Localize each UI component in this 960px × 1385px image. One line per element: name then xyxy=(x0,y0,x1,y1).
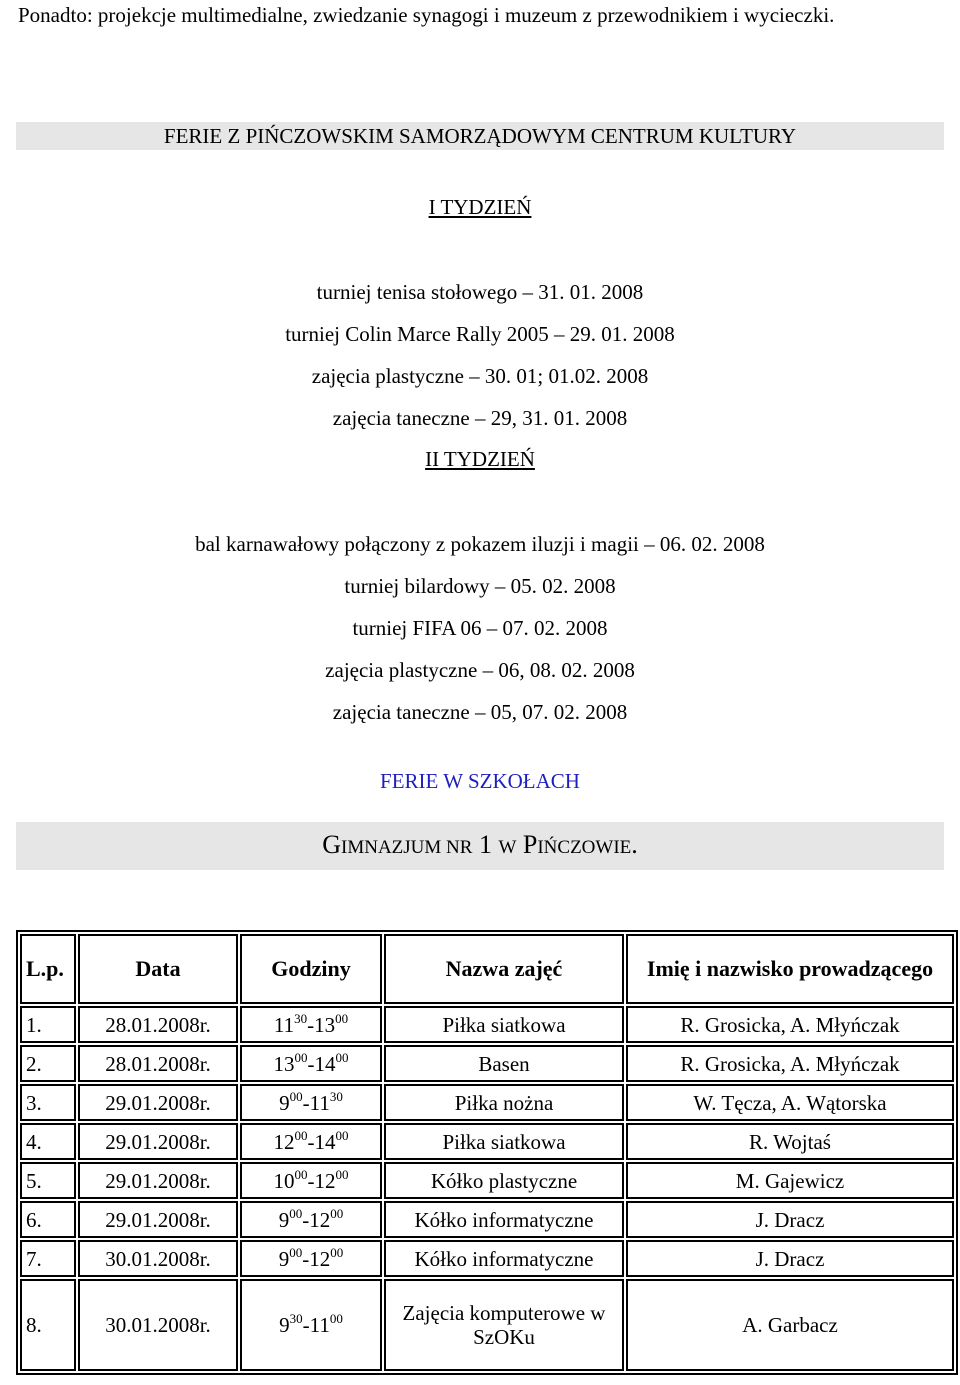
cell-hours: $9^{00}-12^{00}$ xyxy=(240,1240,382,1277)
cell-activity: Kółko plastyczne xyxy=(384,1162,624,1199)
table-header-row xyxy=(20,934,954,1004)
week2-item: zajęcia taneczne – 05, 07. 02. 2008 xyxy=(332,700,628,724)
cell-instructor: R. Wojtaś xyxy=(626,1123,954,1160)
cell-activity: Basen xyxy=(384,1045,624,1082)
cell-hours: $13^{00}-14^{00}$ xyxy=(240,1045,382,1082)
cell-lp: 8. xyxy=(20,1279,76,1371)
cell-instructor: M. Gajewicz xyxy=(626,1162,954,1199)
table-row xyxy=(20,1006,954,1043)
table-row xyxy=(20,1240,954,1277)
table-row xyxy=(20,1201,954,1238)
week2-title: II TYDZIEŃ xyxy=(425,447,535,471)
header-date: Data xyxy=(78,934,238,1004)
cell-instructor: J. Dracz xyxy=(626,1201,954,1238)
cell-hours: $9^{00}-12^{00}$ xyxy=(240,1201,382,1238)
week1-item: turniej tenisa stołowego – 31. 01. 2008 xyxy=(316,280,644,304)
week1-title: I TYDZIEŃ xyxy=(428,195,532,219)
cell-date: 29.01.2008r. xyxy=(78,1123,238,1160)
week1-item: zajęcia plastyczne – 30. 01; 01.02. 2008 xyxy=(311,364,649,388)
cell-hours: $9^{30}-11^{00}$ xyxy=(240,1279,382,1371)
cell-activity: Piłka siatkowa xyxy=(384,1123,624,1160)
cell-hours: $10^{00}-12^{00}$ xyxy=(240,1162,382,1199)
cell-hours: $9^{00}-11^{30}$ xyxy=(240,1084,382,1121)
cell-activity: Piłka nożna xyxy=(384,1084,624,1121)
header-activity: Nazwa zajęć xyxy=(384,934,624,1004)
section-title: FERIE Z PIŃCZOWSKIM SAMORZĄDOWYM CENTRUM KULTURY xyxy=(163,124,797,148)
table-row xyxy=(20,1123,954,1160)
cell-date: 29.01.2008r. xyxy=(78,1201,238,1238)
cell-instructor: W. Tęcza, A. Wątorska xyxy=(626,1084,954,1121)
cell-instructor: R. Grosicka, A. Młyńczak xyxy=(626,1045,954,1082)
week1-item: turniej Colin Marce Rally 2005 – 29. 01. 2008 xyxy=(285,322,675,346)
cell-activity: Piłka siatkowa xyxy=(384,1006,624,1043)
table-row xyxy=(20,1279,954,1371)
cell-lp: 4. xyxy=(20,1123,76,1160)
cell-date: 29.01.2008r. xyxy=(78,1084,238,1121)
cell-date: 30.01.2008r. xyxy=(78,1240,238,1277)
header-hours: Godziny xyxy=(240,934,382,1004)
week2-item: turniej bilardowy – 05. 02. 2008 xyxy=(344,574,616,598)
cell-lp: 3. xyxy=(20,1084,76,1121)
cell-lp: 7. xyxy=(20,1240,76,1277)
cell-activity: Zajęcia komputerowe w SzOKu xyxy=(384,1279,624,1371)
intro-text: Ponadto: projekcje multimedialne, zwiedzanie synagogi i muzeum z przewodnikiem i wycieczki. xyxy=(18,3,835,27)
cell-date: 29.01.2008r. xyxy=(78,1162,238,1199)
table-row xyxy=(20,1084,954,1121)
cell-instructor: R. Grosicka, A. Młyńczak xyxy=(626,1006,954,1043)
ferie-title: FERIE W SZKOŁACH xyxy=(380,769,580,793)
table-body xyxy=(20,1006,954,1371)
cell-lp: 1. xyxy=(20,1006,76,1043)
cell-instructor: J. Dracz xyxy=(626,1240,954,1277)
cell-date: 28.01.2008r. xyxy=(78,1006,238,1043)
week2-item: zajęcia plastyczne – 06, 08. 02. 2008 xyxy=(325,658,635,682)
schedule-table xyxy=(16,930,958,1375)
header-lp: L.p. xyxy=(20,934,76,1004)
week2-item: bal karnawałowy połączony z pokazem iluzji i magii – 06. 02. 2008 xyxy=(195,532,765,556)
table-row xyxy=(20,1162,954,1199)
cell-lp: 5. xyxy=(20,1162,76,1199)
cell-hours: $11^{30}-13^{00}$ xyxy=(240,1006,382,1043)
school-title: GIMNAZJUM NR 1 W PIŃCZOWIE. xyxy=(322,830,638,859)
cell-lp: 6. xyxy=(20,1201,76,1238)
week1-item: zajęcia taneczne – 29, 31. 01. 2008 xyxy=(332,406,628,430)
cell-hours: $12^{00}-14^{00}$ xyxy=(240,1123,382,1160)
cell-instructor: A. Garbacz xyxy=(626,1279,954,1371)
cell-date: 28.01.2008r. xyxy=(78,1045,238,1082)
header-instructor: Imię i nazwisko prowadzącego xyxy=(626,934,954,1004)
cell-lp: 2. xyxy=(20,1045,76,1082)
table-row xyxy=(20,1045,954,1082)
week2-item: turniej FIFA 06 – 07. 02. 2008 xyxy=(352,616,608,640)
cell-activity: Kółko informatyczne xyxy=(384,1201,624,1238)
cell-date: 30.01.2008r. xyxy=(78,1279,238,1371)
cell-activity: Kółko informatyczne xyxy=(384,1240,624,1277)
